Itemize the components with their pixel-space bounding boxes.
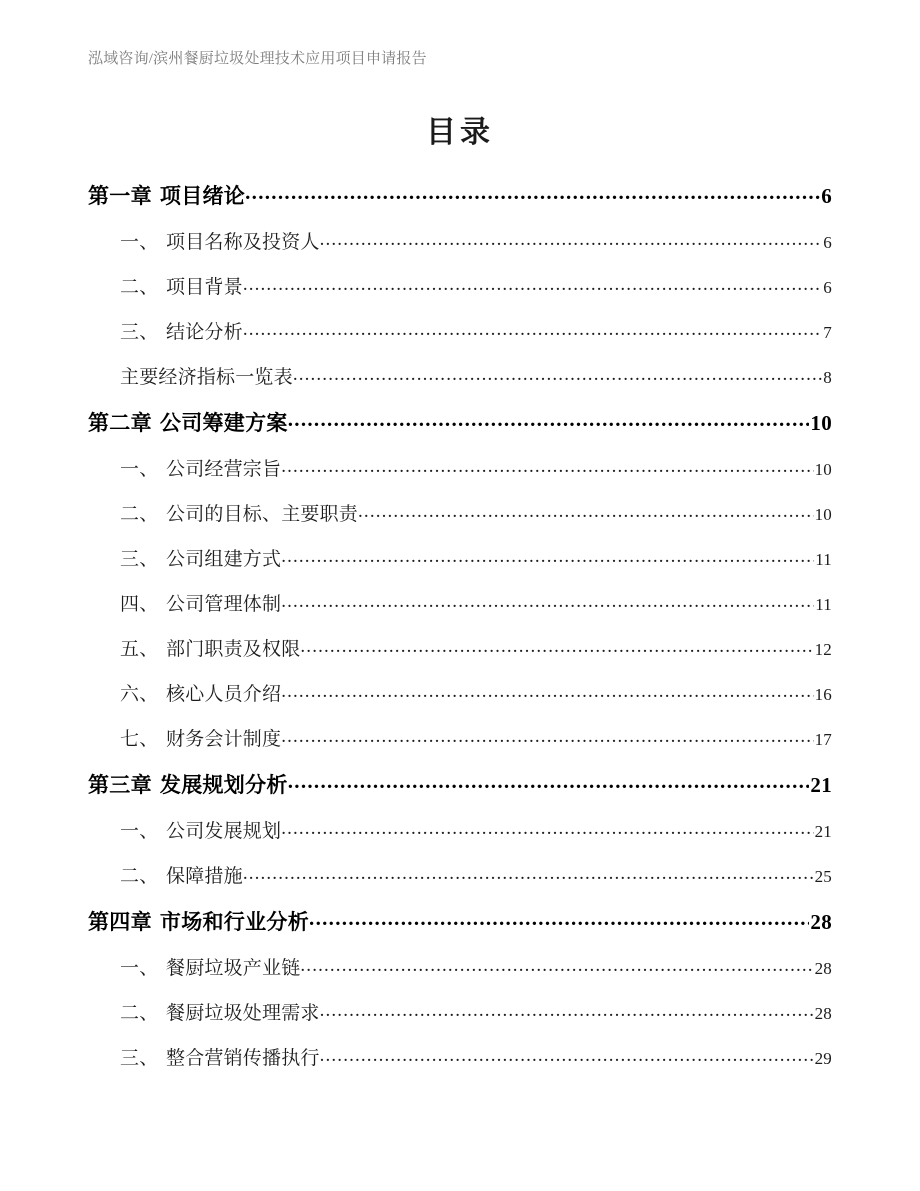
toc-entry-number: 六、 (120, 684, 159, 705)
toc-entry-text: 核心人员介绍 (166, 684, 282, 705)
toc-leader-dots (281, 726, 813, 748)
toc-entry-text: 公司经营宗旨 (166, 459, 282, 480)
toc-entry-number: 四、 (120, 594, 159, 615)
toc-entry-label (120, 317, 243, 344)
toc-entry-label (120, 679, 281, 706)
toc-page-number: 28 (810, 910, 832, 934)
toc-section-entry[interactable] (88, 816, 832, 861)
toc-page-number: 21 (814, 822, 832, 841)
toc-section-entry[interactable] (88, 724, 832, 769)
toc-chapter-entry[interactable] (88, 906, 832, 953)
toc-entry-text: 公司的目标、主要职责 (166, 504, 359, 525)
toc-leader-dots (293, 364, 822, 386)
toc-page-number: 7 (823, 323, 832, 342)
toc-entry-text: 公司筹建方案 (159, 411, 288, 435)
toc-leader-dots (288, 769, 810, 794)
toc-entry-text: 项目背景 (166, 277, 243, 298)
toc-entry-text: 财务会计制度 (166, 729, 282, 750)
toc-entry-label (120, 953, 300, 980)
toc-page-number: 28 (814, 959, 832, 978)
toc-entry-label (120, 724, 281, 751)
toc-section-entry[interactable] (88, 272, 832, 317)
toc-entry-text: 餐厨垃圾处理需求 (166, 1003, 320, 1024)
toc-entry-number: 二、 (120, 866, 159, 887)
toc-entry-number: 二、 (120, 277, 159, 298)
toc-entry-number: 第四章 (88, 910, 152, 934)
toc-entry-label (120, 589, 281, 616)
toc-entry-text: 公司发展规划 (166, 821, 282, 842)
toc-section-entry[interactable] (88, 227, 832, 272)
toc-entry-label (120, 499, 358, 526)
toc-entry-label (88, 906, 309, 936)
toc-section-entry[interactable] (88, 454, 832, 499)
toc-leader-dots (300, 955, 813, 977)
toc-entry-text: 项目绪论 (159, 184, 246, 208)
toc-leader-dots (320, 229, 823, 251)
toc-page-number: 6 (821, 184, 832, 208)
toc-page-number: 21 (810, 773, 832, 797)
toc-section-entry[interactable] (88, 861, 832, 906)
toc-entry-label (120, 454, 281, 481)
toc-leader-dots (281, 456, 813, 478)
toc-page-number: 11 (815, 595, 832, 614)
toc-entry-label (88, 180, 245, 210)
toc-section-entry[interactable] (88, 499, 832, 544)
toc-entry-label (88, 407, 288, 437)
toc-section-entry[interactable] (88, 953, 832, 998)
table-of-contents (88, 180, 832, 1088)
toc-page-number: 25 (814, 867, 832, 886)
toc-entry-number: 二、 (120, 1003, 159, 1024)
toc-entry-number: 二、 (120, 504, 159, 525)
toc-page-number: 10 (810, 411, 832, 435)
toc-entry-number: 一、 (120, 232, 159, 253)
toc-entry-label (120, 634, 300, 661)
toc-page-number: 16 (814, 685, 832, 704)
toc-entry-number: 三、 (120, 1048, 159, 1069)
toc-entry-number: 三、 (120, 322, 159, 343)
toc-leader-dots (288, 407, 810, 432)
toc-leader-dots (243, 319, 822, 341)
toc-leader-dots (358, 501, 814, 523)
toc-leader-dots (281, 591, 814, 613)
toc-entry-label (120, 861, 243, 888)
toc-section-entry[interactable] (88, 362, 832, 407)
toc-page-number: 6 (823, 278, 832, 297)
toc-entry-text: 部门职责及权限 (166, 639, 301, 660)
toc-entry-label (88, 769, 288, 799)
toc-page-number: 10 (814, 505, 832, 524)
toc-chapter-entry[interactable] (88, 407, 832, 454)
toc-entry-number: 一、 (120, 821, 159, 842)
toc-leader-dots (243, 863, 814, 885)
toc-chapter-entry[interactable] (88, 769, 832, 816)
toc-entry-number: 七、 (120, 729, 159, 750)
toc-page-number: 17 (814, 730, 832, 749)
toc-leader-dots (300, 636, 813, 658)
toc-section-entry[interactable] (88, 589, 832, 634)
toc-entry-number: 第一章 (88, 184, 152, 208)
toc-leader-dots (281, 818, 813, 840)
toc-page-number: 6 (823, 233, 832, 252)
toc-entry-text: 公司组建方式 (166, 549, 282, 570)
toc-entry-label (120, 998, 320, 1025)
toc-entry-number: 一、 (120, 958, 159, 979)
toc-leader-dots (243, 274, 822, 296)
toc-section-entry[interactable] (88, 634, 832, 679)
toc-page-number: 12 (814, 640, 832, 659)
toc-chapter-entry[interactable] (88, 180, 832, 227)
toc-page-number: 8 (823, 368, 832, 387)
toc-entry-text: 餐厨垃圾产业链 (166, 958, 301, 979)
toc-entry-text: 整合营销传播执行 (166, 1048, 320, 1069)
toc-section-entry[interactable] (88, 1043, 832, 1088)
toc-leader-dots (281, 681, 813, 703)
toc-entry-text: 市场和行业分析 (159, 910, 310, 934)
toc-entry-text: 结论分析 (166, 322, 243, 343)
toc-page-number: 11 (815, 550, 832, 569)
toc-section-entry[interactable] (88, 317, 832, 362)
toc-entry-text: 发展规划分析 (159, 773, 288, 797)
toc-entry-label (120, 1043, 320, 1070)
running-header: 泓域咨询/滨州餐厨垃圾处理技术应用项目申请报告 (88, 51, 427, 67)
toc-entry-text: 保障措施 (166, 866, 243, 887)
toc-entry-text: 项目名称及投资人 (166, 232, 320, 253)
toc-leader-dots (245, 180, 820, 205)
toc-entry-number: 三、 (120, 549, 159, 570)
toc-section-entry[interactable] (88, 544, 832, 589)
toc-section-entry[interactable] (88, 679, 832, 724)
toc-leader-dots (281, 546, 814, 568)
toc-page-number: 28 (814, 1004, 832, 1023)
toc-entry-label (120, 816, 281, 843)
toc-leader-dots (309, 906, 809, 931)
toc-entry-label (120, 544, 281, 571)
toc-entry-number: 第三章 (88, 773, 152, 797)
page-title: 目录 (426, 116, 494, 149)
toc-page-number: 10 (814, 460, 832, 479)
toc-entry-text: 公司管理体制 (166, 594, 282, 615)
toc-entry-number: 第二章 (88, 411, 152, 435)
toc-leader-dots (320, 1000, 814, 1022)
toc-entry-label (120, 362, 293, 389)
toc-entry-label (120, 272, 243, 299)
toc-entry-number: 一、 (120, 459, 159, 480)
toc-page-number: 29 (814, 1049, 832, 1068)
toc-entry-number: 五、 (120, 639, 159, 660)
toc-entry-text: 主要经济指标一览表 (120, 367, 293, 388)
toc-leader-dots (320, 1045, 814, 1067)
toc-entry-label (120, 227, 320, 254)
toc-section-entry[interactable] (88, 998, 832, 1043)
